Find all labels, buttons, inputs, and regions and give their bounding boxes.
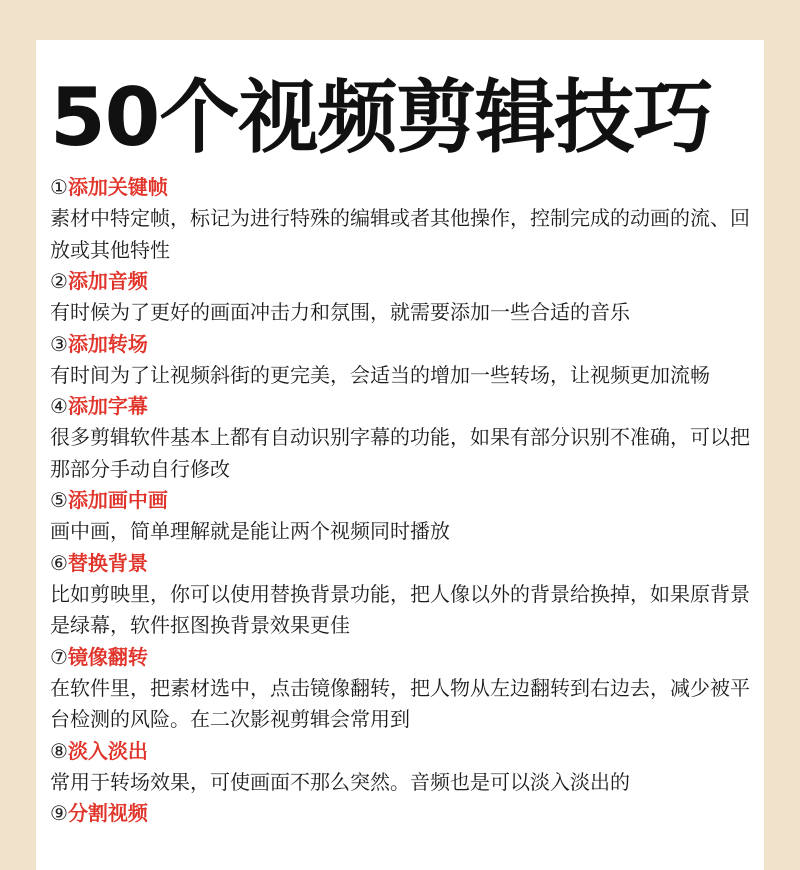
tip-heading: [50, 485, 750, 516]
tip-heading: [50, 736, 750, 767]
tip-item-1: [50, 172, 750, 266]
tip-number: ①: [50, 175, 68, 199]
tip-heading-text: 添加画中画: [67, 488, 168, 512]
tip-description: 在软件里，把素材选中，点击镜像翻转，把人物从左边翻转到右边去，减少被平台检测的风险。在二次影视剪辑会常用到: [50, 675, 750, 731]
tip-heading: [50, 642, 750, 673]
tip-item-9: [50, 798, 750, 829]
tip-item-2: [50, 266, 750, 329]
tip-item-6: [50, 548, 750, 642]
tip-number: ②: [50, 269, 68, 293]
tip-number: ⑤: [50, 488, 68, 512]
tip-number: ⑧: [50, 738, 68, 763]
tip-item-4: [50, 391, 750, 485]
tip-heading-text: 添加关键帧: [67, 175, 168, 199]
tip-number: ⑨: [50, 801, 68, 825]
tip-description: 比如剪映里，你可以使用替换背景功能，把人像以外的背景给换掉，如果原背景是绿幕，软件抠图换背景效果更佳: [50, 581, 750, 637]
tip-heading: [50, 266, 750, 297]
tip-description: 画中画，简单理解就是能让两个视频同时播放: [50, 519, 450, 543]
tip-description: 有时间为了让视频斜街的更完美，会适当的增加一些转场，让视频更加流畅: [50, 362, 710, 387]
tip-number: ⑦: [50, 644, 68, 669]
tip-heading: [50, 329, 750, 360]
tip-item-3: [50, 329, 750, 392]
tip-description: 很多剪辑软件基本上都有自动识别字幕的功能，如果有部分识别不准确，可以把那部分手动自行修改: [50, 425, 750, 481]
tip-heading-text: 添加音频: [67, 269, 148, 293]
tip-heading-text: 分割视频: [67, 801, 148, 825]
tip-number: ⑥: [50, 550, 68, 575]
tip-item-5: [50, 485, 750, 548]
tip-description: 有时候为了更好的画面冲击力和氛围，就需要添加一些合适的音乐: [50, 300, 630, 324]
tip-heading-text: 替换背景: [67, 550, 148, 575]
tip-description: 常用于转场效果，可使画面不那么突然。音频也是可以淡入淡出的: [50, 769, 630, 794]
tip-item-8: [50, 736, 750, 799]
tip-heading-text: 添加转场: [67, 331, 148, 356]
tip-number: ④: [50, 394, 68, 418]
tip-number: ③: [50, 331, 68, 356]
tip-heading-text: 添加字幕: [67, 394, 148, 418]
tip-heading: [50, 172, 750, 203]
tip-heading: [50, 798, 750, 829]
content-card: [36, 40, 764, 870]
tip-description: 素材中特定帧，标记为进行特殊的编辑或者其他操作，控制完成的动画的流、回放或其他特性: [50, 206, 750, 262]
tip-heading: [50, 391, 750, 422]
page-title: 50个视频剪辑技巧: [50, 71, 713, 164]
tips-list: [50, 172, 750, 829]
tip-heading-text: 淡入淡出: [67, 738, 148, 763]
tip-item-7: [50, 642, 750, 736]
tip-heading: [50, 548, 750, 579]
tip-heading-text: 镜像翻转: [67, 644, 148, 669]
